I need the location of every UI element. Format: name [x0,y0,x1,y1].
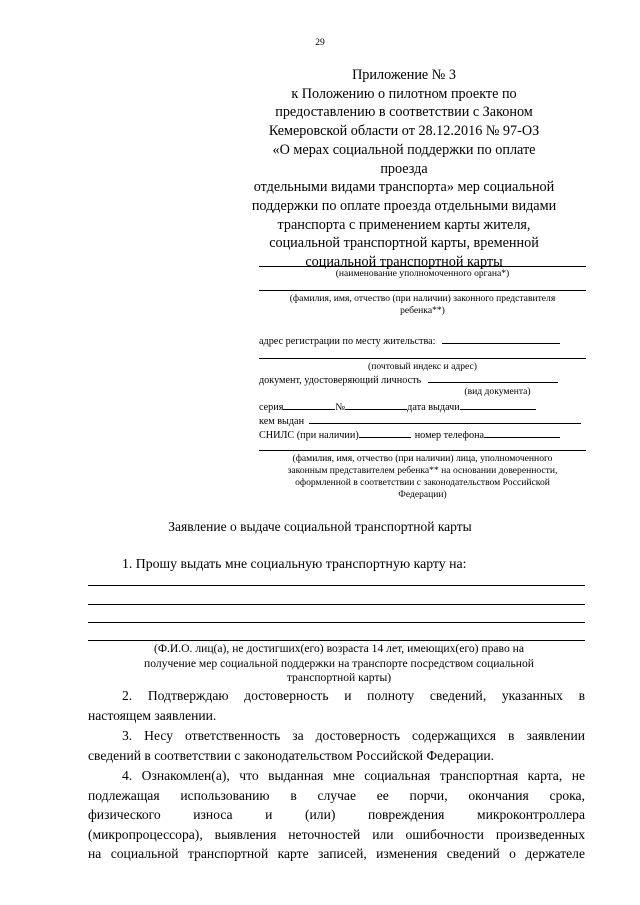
issued-by-field[interactable] [309,413,581,424]
statement-item-4 [88,766,585,864]
child-name-field-4[interactable] [88,640,585,641]
statement-item-4-line-1: 4. Ознакомлен(а), что выданная мне социальная транспортная карта, не [122,768,585,783]
issued-by-label: кем выдан [259,416,305,427]
authority-caption: (наименование уполномоченного органа*) [335,268,510,279]
phone-label: номер телефона [414,430,485,441]
address-label: адрес регистрации по месту жительства: [259,336,436,347]
statement-item-1: 1. Прошу выдать мне социальную транспортную карту на: [122,556,467,571]
passport-row [259,399,586,414]
snils-label: СНИЛС (при наличии) [259,430,359,441]
child-name-field-3[interactable] [88,622,585,623]
proxy-caption-2: законным представителем ребенка** на основании доверенности, [287,465,558,476]
address-field[interactable] [442,333,560,344]
number-field[interactable] [345,399,407,410]
statement-item-4-line-2: подлежащая использованию в случае ее порчи, окончания срока, [88,787,585,803]
appendix-line: Кемеровской области от 28.12.2016 № 97-ОЗ [268,123,540,140]
appendix-line: социальной транспортной карты, временной [269,235,539,252]
appendix-line: транспорта с применением карты жителя, [277,216,531,233]
representative-caption-1: (фамилия, имя, отчество (при наличии) законного представителя [289,293,556,304]
appendix-line: поддержки по оплате проезда отдельными видами [251,197,557,214]
statement-item-4-line-5: на социальной транспортной карте записей, изменения сведений о держателе [88,846,585,861]
address-row [259,333,586,348]
statement-item-3-line-1: 3. Несу ответственность за достоверность содержащихся в заявлении [122,728,585,743]
phone-field[interactable] [484,427,560,438]
child-name-caption-line: получение мер социальной поддержки на транспорте посредством социальной [144,656,534,670]
statement-title: Заявление о выдаче социальной транспортной карты [168,519,472,534]
postal-caption: (почтовый индекс и адрес) [368,361,477,372]
appendix-header [248,66,560,272]
document-row [259,372,586,387]
issue-date-label: дата выдачи [407,402,460,413]
representative-field[interactable] [259,290,586,291]
statement-item-2-line-1: 2. Подтверждаю достоверность и полноту сведений, указанных в [122,688,585,703]
series-label: серия [259,402,284,413]
number-label: № [335,402,346,413]
applicant-form [259,262,586,507]
proxy-caption-4: Федерации) [398,489,447,500]
snils-row [259,427,586,442]
appendix-line: отдельными видами транспорта» мер социальной [253,179,555,196]
issue-date-field[interactable] [460,399,536,410]
document-label: документ, удостоверяющий личность [259,375,422,386]
snils-field[interactable] [359,427,411,438]
document-type-caption: (вид документа) [464,386,531,397]
statement-item-3-line-2: сведений в соответствии с законодательством Российской Федерации. [88,747,495,763]
appendix-line: социальной транспортной карты [305,254,503,271]
series-field[interactable] [283,399,335,410]
appendix-line: к Положению о пилотном проекте по [291,85,517,102]
representative-caption-2: ребенка**) [400,305,445,316]
proxy-caption-3: оформленной в соответствии с законодательством Российской [295,477,550,488]
appendix-line: «О мерах социальной поддержки по оплате проезда [272,141,536,177]
issued-by-row [259,413,586,428]
statement-item-4-line-4: (микропроцессора), выявления неточностей или ошибочности произведенных [88,826,585,842]
document-field[interactable] [428,372,558,383]
authority-field[interactable] [259,266,586,267]
address-field-line-2[interactable] [259,358,586,359]
proxy-field[interactable] [259,450,586,451]
statement-item-2-line-2: настоящем заявлении. [88,707,217,723]
appendix-title: Приложение № 3 [352,67,456,83]
statement-item-3 [88,726,585,765]
page-number: 29 [315,38,325,48]
child-name-field-2[interactable] [88,604,585,605]
appendix-line: предоставлению в соответствии с Законом [275,104,533,121]
statement-item-4-line-3: физического износа и (или) повреждения микроконтроллера [88,807,585,822]
statement-item-2 [88,686,585,725]
proxy-caption-1: (фамилия, имя, отчество (при наличии) лица, уполномоченного [292,453,553,464]
child-name-caption-line: (Ф.И.О. лиц(а), не достигших(его) возраста 14 лет, имеющих(его) право на [153,642,524,655]
child-name-caption [104,642,574,686]
child-name-caption-line: транспортной карты) [286,671,392,685]
child-name-field-1[interactable] [88,585,585,586]
